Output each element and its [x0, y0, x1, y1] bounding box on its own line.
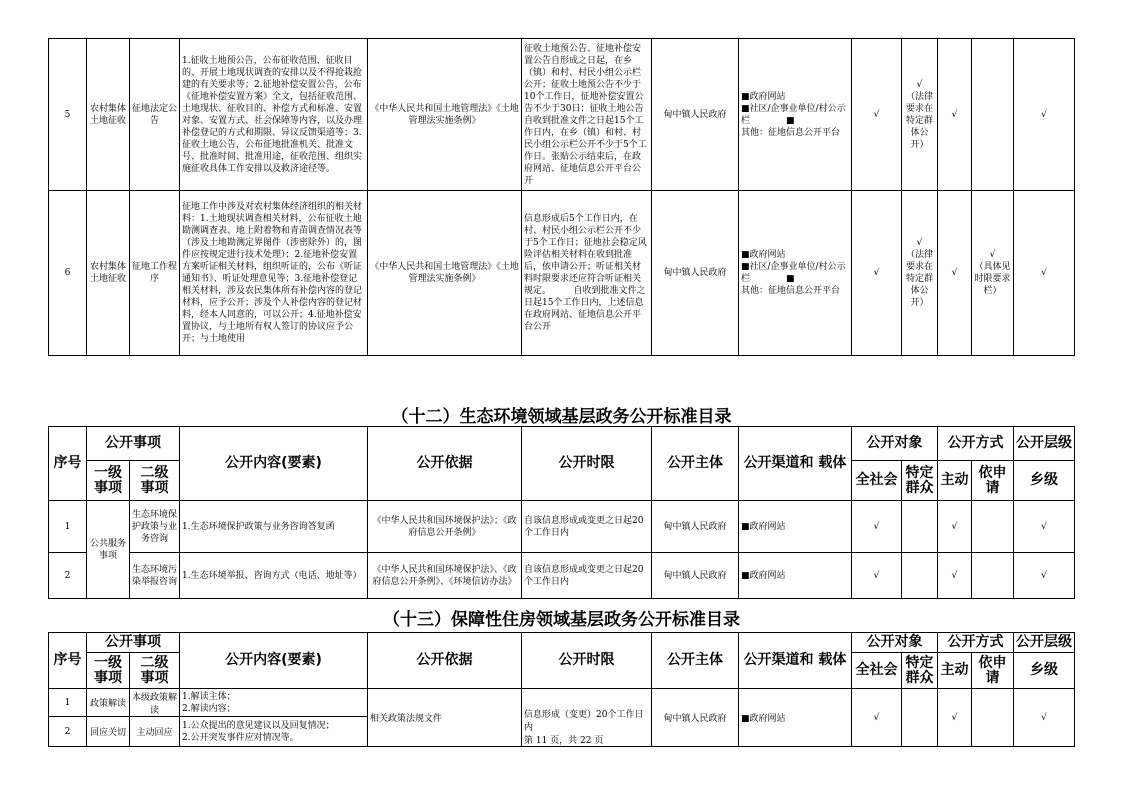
- header-row: [49, 427, 1075, 461]
- row-channel: ■政府网站: [739, 553, 852, 599]
- row-apply: [972, 39, 1014, 191]
- row-specific: [902, 689, 938, 747]
- section-title-housing: （十三）保障性住房领域基层政务公开标准目录: [383, 610, 740, 630]
- row-channel: ■政府网站: [739, 501, 852, 553]
- row-time: 征收土地预公告、征地补偿安置公告自形成之日起，在乡（镇）和村、村民小组公示栏公开；征收土地预公告不少于10个工作日，征地补偿安置公告不少于30日；征收土地公告自收到批准文件之日起15个工作日内，在乡（镇）和村、村民小组公示栏公开不少于5个工作日。张贴公示结束后，在政府网站、征地信息公开平台公开: [522, 39, 652, 191]
- row-township: √: [1014, 39, 1075, 191]
- header-row: [49, 633, 1075, 653]
- row-society: √: [852, 191, 902, 356]
- header-level: 公开层级: [1014, 633, 1075, 653]
- row-subject: 甸中镇人民政府: [652, 553, 739, 599]
- row-seq: 5: [49, 39, 87, 191]
- row-level2: 主动回应: [130, 717, 180, 747]
- header-active: 主动: [938, 653, 972, 689]
- row-township: √: [1014, 501, 1075, 553]
- header-time: 公开时限: [522, 427, 652, 501]
- header-level1: 一级事项: [87, 461, 130, 501]
- row-time: 信息形成后5个工作日内，在村、村民小组公示栏公开不少于5个工作日；征地社会稳定风险评估相关材料在收到批准后，依申请公开；听证相关材料时限要求还应符合听证相关规定。 自收到批准文件之日起15个工作日内，上述信息在政府网站、征地信息公开平台公开: [522, 191, 652, 356]
- table-row: [49, 553, 1075, 599]
- row-time: [522, 689, 652, 747]
- header-target: 公开对象: [852, 427, 938, 461]
- row-content: 1.解读主体； 2.解读内容；: [180, 689, 368, 717]
- header-level1: 一级事项: [87, 653, 130, 689]
- header-basis: 公开依据: [368, 633, 522, 689]
- header-society: 全社会: [852, 653, 902, 689]
- header-channel: 公开渠道和 载体: [739, 427, 852, 501]
- housing-table: [48, 632, 1075, 747]
- row-level1: 回应关切: [87, 717, 130, 747]
- row-level2: 生态环境污染举报咨询: [130, 553, 180, 599]
- header-township: 乡级: [1014, 653, 1075, 689]
- row-level1: 政策解读: [87, 689, 130, 717]
- row-basis: 《中华人民共和国土地管理法》《土地管理法实施条例》: [368, 39, 522, 191]
- row-township: √: [1014, 553, 1075, 599]
- header-level2: 二级 事项: [130, 653, 180, 689]
- header-specific: 特定群众: [902, 461, 938, 501]
- row-basis: 《中华人民共和国土地管理法》《土地管理法实施条例》: [368, 191, 522, 356]
- row-apply: [972, 553, 1014, 599]
- row-level1: 公共服务事项: [87, 501, 130, 599]
- row-content: 1.生态环境保护政策与业务咨询答复函: [180, 501, 368, 553]
- row-channel: ■政府网站 ■社区/企事业单位/村公示栏 ■ 其他：征地信息公开平台: [739, 39, 852, 191]
- row-content: 征地工作中涉及对农村集体经济组织的相关材料：1.土地现状调查相关材料，公布征收土地勘测调查表、地上附着物和青苗调查情况表等（涉及土地勘测定界图件（涉密除外）的，图件应按规定进行技术处理）；2.征地补偿安置方案听证相关材料，组织听证的，公布《听证通知书》、听证处理意见等；3.征地补偿登记相关材料，涉及农民集体所有补偿内容的登记材料，应予公开；涉及个人补偿内容的登记材料，经本人同意的，可以公开；4.征地补偿安置协议，与土地所有权人签订的协议应予公开；与土地使用: [180, 191, 368, 356]
- header-mode: 公开方式: [938, 633, 1014, 653]
- header-seq: 序号: [49, 427, 87, 501]
- header-specific: 特定群众: [902, 653, 938, 689]
- row-active: √: [938, 191, 972, 356]
- header-level2: 二级 事项: [130, 461, 180, 501]
- row-society: √: [852, 689, 902, 747]
- table-row: [49, 501, 1075, 553]
- header-items: 公开事项: [87, 427, 180, 461]
- header-channel: 公开渠道和 载体: [739, 633, 852, 689]
- row-subject: 甸中镇人民政府: [652, 501, 739, 553]
- row-time-text: 信息形成（变更）20个工作日内: [524, 710, 644, 733]
- table-row: [49, 191, 1075, 356]
- row-seq: 1: [49, 689, 87, 717]
- header-target: 公开对象: [852, 633, 938, 653]
- row-specific: √ （法律要求在特定群体公开）: [902, 39, 938, 191]
- row-apply: [972, 689, 1014, 747]
- table-row: [49, 39, 1075, 191]
- row-level2: 生态环境保护政策与业务咨询: [130, 501, 180, 553]
- row-active: √: [938, 553, 972, 599]
- header-content: 公开内容(要素): [180, 427, 368, 501]
- row-subject: 甸中镇人民政府: [652, 191, 739, 356]
- header-content: 公开内容(要素): [180, 633, 368, 689]
- row-seq: 2: [49, 717, 87, 747]
- row-level2: 本级政策解读: [130, 689, 180, 717]
- row-specific: [902, 553, 938, 599]
- header-society: 全社会: [852, 461, 902, 501]
- ecology-table: [48, 426, 1075, 599]
- row-basis: 《中华人民共和国环境保护法》；《政府信息公开条例》: [368, 501, 522, 553]
- header-subject: 公开主体: [652, 633, 739, 689]
- row-content: 1.生态环境举报、咨询方式（电话、地址等）: [180, 553, 368, 599]
- header-level: 公开层级: [1014, 427, 1075, 461]
- row-subject: 甸中镇人民政府: [652, 689, 739, 747]
- row-channel: ■政府网站: [739, 689, 852, 747]
- row-active: √: [938, 501, 972, 553]
- row-active: √: [938, 689, 972, 747]
- row-level1: 农村集体土地征收: [87, 191, 130, 356]
- row-seq: 2: [49, 553, 87, 599]
- row-township: √: [1014, 191, 1075, 356]
- table-row: [49, 689, 1075, 717]
- header-mode: 公开方式: [938, 427, 1014, 461]
- header-apply: 依申请: [972, 461, 1014, 501]
- row-level1: 农村集体土地征收: [87, 39, 130, 191]
- header-active: 主动: [938, 461, 972, 501]
- header-items: 公开事项: [87, 633, 180, 653]
- row-township: √: [1014, 689, 1075, 747]
- row-content: 1.公众提出的意见建议以及回复情况； 2.公开突发事件应对情况等。: [180, 717, 368, 747]
- section-title-ecology: （十二）生态环境领域基层政务公开标准目录: [391, 407, 732, 427]
- header-basis: 公开依据: [368, 427, 522, 501]
- row-channel: ■政府网站 ■社区/企事业单位/村公示栏 ■ 其他：征地信息公开平台: [739, 191, 852, 356]
- row-time: 自该信息形成或变更之日起20个工作日内: [522, 553, 652, 599]
- row-time: 自该信息形成或变更之日起20个工作日内: [522, 501, 652, 553]
- row-apply: √ （具体见时限要求栏）: [972, 191, 1014, 356]
- row-society: √: [852, 501, 902, 553]
- row-society: √: [852, 39, 902, 191]
- page-number: 第 11 页，共 22 页: [524, 736, 604, 746]
- row-seq: 6: [49, 191, 87, 356]
- header-township: 乡级: [1014, 461, 1075, 501]
- row-level2: 征地法定公告: [130, 39, 180, 191]
- row-content: 1.征收土地预公告，公布征收范围、征收目的、开展土地现状调查的安排以及不得抢栽抢建的有关要求等；2.征地补偿安置公告，公布《征地补偿安置方案》全文，包括征收范围、土地现状、征收目的、补偿方式和标准、安置对象、安置方式、社会保障等内容，以及办理补偿登记的方式和期限、异议反馈渠道等；3.征收土地公告，公布征地批准机关、批准文号、批准时间、批准用途，征收范围、组织实施征收具体工作安排以及救济途径等。: [180, 39, 368, 191]
- row-subject: 甸中镇人民政府: [652, 39, 739, 191]
- row-specific: [902, 501, 938, 553]
- row-specific: √ （法律要求在特定群体公开）: [902, 191, 938, 356]
- row-apply: [972, 501, 1014, 553]
- row-basis: 相关政策法规文件: [368, 689, 522, 747]
- row-seq: 1: [49, 501, 87, 553]
- header-time: 公开时限: [522, 633, 652, 689]
- header-seq: 序号: [49, 633, 87, 689]
- land-expropriation-table: [48, 38, 1075, 356]
- header-apply: 依申请: [972, 653, 1014, 689]
- row-active: √: [938, 39, 972, 191]
- row-basis: 《中华人民共和国环境保护法》、《政府信息公开条例》、《环境信访办法》: [368, 553, 522, 599]
- header-subject: 公开主体: [652, 427, 739, 501]
- row-level2: 征地工作程序: [130, 191, 180, 356]
- row-society: √: [852, 553, 902, 599]
